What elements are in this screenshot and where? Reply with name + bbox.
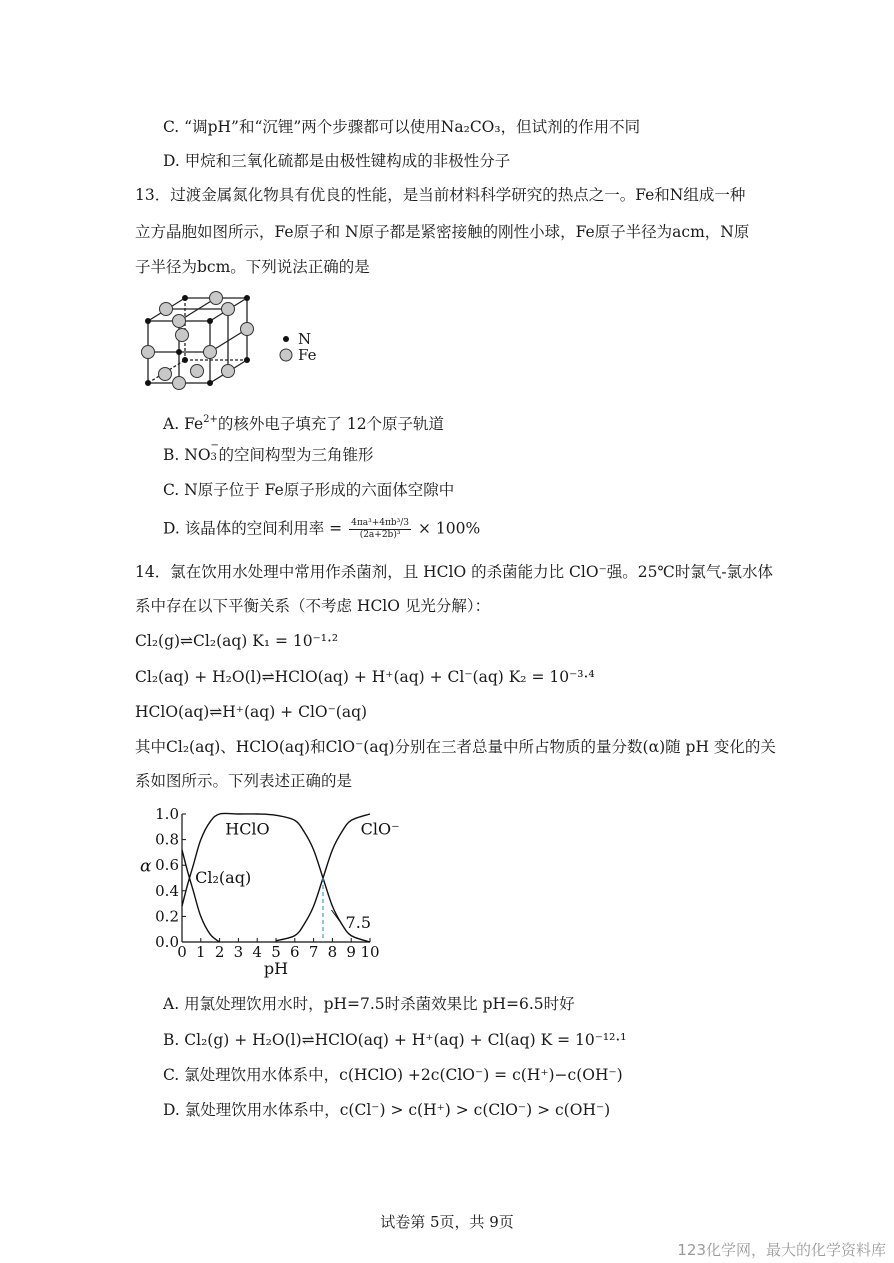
q13-option-b: B. NO − 3 的空间构型为三角锥形: [163, 440, 374, 464]
x-tick-label: 4: [252, 943, 262, 961]
legend-n-label: N: [298, 330, 312, 348]
q13-stem-line2: 立方晶胞如图所示，Fe原子和 N原子都是紧密接触的刚性小球，Fe原子半径为acm，N原: [135, 223, 750, 241]
q14-stem-line2: 系中存在以下平衡关系（不考虑 HClO 见光分解）：: [135, 597, 491, 615]
n-atom: [207, 380, 213, 386]
fe-atom: [160, 303, 173, 316]
annotation-7-5: 7.5: [345, 912, 372, 932]
annotation-leader: [331, 910, 342, 925]
q12-option-d: D. 甲烷和三氧化硫都是由极性键构成的非极性分子: [163, 152, 511, 170]
x-tick-label: 2: [214, 943, 225, 961]
q13-option-d: D. 该晶体的空间利用率 = $\frac{\text{4πa³+4πb³/3}}{\text{(2a+2b)³}}$ × 100%: [163, 518, 481, 540]
y-tick-label: 0.6: [155, 856, 179, 875]
fe-atom: [204, 346, 217, 359]
fe-atom: [241, 323, 254, 336]
y-tick-label: 1.0: [155, 805, 179, 823]
fe-atom: [176, 329, 189, 342]
q14-equation-2: Cl₂(aq) + H₂O(l)⇌HClO(aq) + H⁺(aq) + Cl⁻(aq) K₂ = 10⁻³·⁴: [135, 668, 595, 686]
fe-atom: [222, 365, 235, 378]
x-tick-label: 8: [327, 943, 338, 961]
crystal-cell-figure: [130, 288, 330, 396]
x-tick-label: 5: [271, 943, 281, 961]
series-cl2-line: [182, 850, 220, 942]
alpha-ph-chart: [130, 800, 420, 980]
label-clo: ClO⁻: [360, 819, 400, 839]
q14-equation-3: HClO(aq)⇌H⁺(aq) + ClO⁻(aq): [135, 703, 368, 721]
n-atom: [244, 357, 250, 363]
legend-fe-marker: [280, 349, 292, 361]
n-atom: [207, 318, 213, 324]
legend-fe-label: Fe: [298, 346, 317, 364]
x-tick-label: 6: [290, 943, 300, 961]
q14-desc-line2: 系如图所示。下列表述正确的是: [135, 772, 353, 790]
q13-stem-line3: 子半径为bcm。下列说法正确的是: [135, 258, 370, 276]
n-atom: [244, 295, 250, 301]
q12-option-c: C. “调pH”和“沉锂”两个步骤都可以使用Na₂CO₃，但试剂的作用不同: [163, 118, 641, 136]
x-tick-label: 3: [233, 943, 244, 961]
site-watermark: 123化学网，最大的化学资料库: [677, 1241, 886, 1259]
fe-atom: [173, 377, 186, 390]
q13-option-a: A. $Fe^{2+}$的核外电子填充了 12个原子轨道: [163, 414, 445, 433]
n-atom: [182, 357, 188, 363]
q14-option-d: D. 氯处理饮用水体系中，c(Cl⁻) > c(H⁺) > c(ClO⁻) > c(OH⁻): [163, 1101, 611, 1119]
n-atom: [182, 295, 188, 301]
y-axis-label: α: [140, 856, 152, 877]
label-hclo: HClO: [225, 819, 270, 839]
utilization-fraction: $\frac{\text{4πa³+4πb³/3}}{\text{(2a+2b)³}}$: [351, 518, 410, 540]
fe-atom: [210, 292, 223, 305]
fe-atom: [142, 346, 155, 359]
label-cl2: Cl₂(aq): [195, 868, 252, 888]
x-tick-label: 0: [177, 943, 187, 961]
x-tick-label: 9: [346, 943, 356, 961]
fe-atom: [159, 368, 172, 381]
q13-stem-line1: 13．过渡金属氮化物具有优良的性能，是当前材料科学研究的热点之一。Fe和N组成一种: [135, 186, 746, 204]
x-tick-label: 7: [308, 943, 319, 961]
fe-atom: [222, 303, 235, 316]
y-tick-label: 0.2: [155, 907, 179, 926]
legend-n-marker: [283, 336, 289, 342]
n-atom: [145, 380, 151, 386]
fe-atom: [191, 365, 204, 378]
chart-labels: [195, 819, 399, 931]
q14-option-b: B. Cl₂(g) + H₂O(l)⇌HClO(aq) + H⁺(aq) + Cl(aq) K = 10⁻¹²·¹: [163, 1031, 627, 1049]
n-atom: [145, 318, 151, 324]
q14-desc-line1: 其中Cl₂(aq)、HClO(aq)和ClO⁻(aq)分别在三者总量中所占物质的量分数(α)随 pH 变化的关: [135, 738, 776, 756]
x-tick-label: 1: [196, 943, 206, 961]
y-tick-label: 0.0: [155, 933, 179, 951]
q14-option-a: A. 用氯处理饮用水时，pH=7.5时杀菌效果比 pH=6.5时好: [163, 995, 575, 1013]
q14-equation-1: Cl₂(g)⇌Cl₂(aq) K₁ = 10⁻¹·²: [135, 632, 339, 650]
q14-option-c: C. 氯处理饮用水体系中，c(HClO) +2c(ClO⁻) = c(H⁺)−c(OH⁻): [163, 1066, 623, 1084]
page-footer: 试卷第 5页，共 9页: [380, 1213, 514, 1231]
n-atom: [176, 349, 182, 355]
y-tick-label: 0.8: [155, 830, 179, 849]
q14-stem-line1: 14．氯在饮用水处理中常用作杀菌剂，且 HClO 的杀菌能力比 ClO⁻强。25℃时氯气-氯水体: [135, 563, 774, 581]
x-tick-label: 10: [360, 943, 380, 961]
q13-option-c: C. N原子位于 Fe原子形成的六面体空隙中: [163, 481, 455, 499]
fe-atom: [173, 315, 186, 328]
x-axis-label: pH: [263, 959, 289, 978]
y-tick-label: 0.4: [155, 881, 179, 900]
